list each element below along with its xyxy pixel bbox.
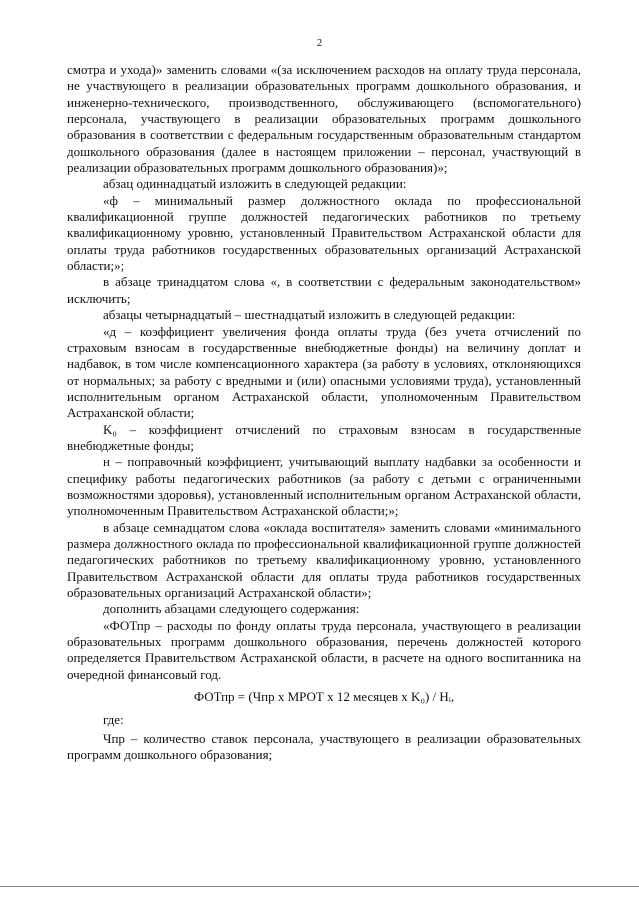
paragraph-11: «ФОТпр – расходы по фонду оплаты труда персонала, участвующего в реализации образовательных программ дошкольного образования, перечень должностей которого определяется Правительством Астраханской области, в расчете на одного воспитанника на очередной финансовый год. [67, 617, 581, 682]
paragraph-final: Чпр – количество ставок персонала, участвующего в реализации образовательных программ дошкольного образования; [67, 730, 581, 763]
paragraph-7: K₀ – коэффициент отчислений по страховым взносам в государственные внебюджетные фонды; [67, 421, 581, 453]
paragraph-10: дополнить абзацами следующего содержания: [103, 601, 360, 617]
paragraph-1: смотра и ухода)» заменить словами «(за исключением расходов на оплату труда персонала, не участвующего в реализации образовательных программ дошкольного образования, и инженерно-технического, производственного, обслуживающего (вспомогательного) персонала, участвующего в реализации образовательных программ дошкольного образования в соответствии с федеральным государственным образовательным стандартом дошкольного образования (далее в настоящем приложении – персонал, участвующий в реализации образовательных программ дошкольного образования)»; [67, 62, 581, 176]
paragraph-5: абзацы четырнадцатый – шестнадцатый изложить в следующей редакции: [103, 307, 516, 323]
paragraph-3: «ф – минимальный размер должностного оклада по профессиональной квалификационной группе должностей педагогических работников по третьему квалификационному уровню, установленный Правительством Астраханской области для оплаты труда работников государственных образовательных организаций Астраханской области;»; [67, 192, 581, 274]
paragraph-9: в абзаце семнадцатом слова «оклада воспитателя» заменить словами «минимального размера должностного оклада по профессиональной квалификационной группе должностей педагогических работников по третьему квалификационному уровню, установленного Правительством Астраханской области для оплаты труда работников государственных образовательных организаций Астраханской области»; [67, 519, 581, 600]
where-label: где: [103, 712, 124, 728]
page-number: 2 [316, 38, 323, 49]
paragraph-6: «д – коэффициент увеличения фонда оплаты труда (без учета отчислений по страховым взносам в государственные внебюджетные фонды) на величину доплат и надбавок, в том числе компенсационного характера (за работу в условиях, отклоняющихся от нормальных; за работу с вредными и (или) опасными условиями труда), установленный исполнительным органом Астраханской области, уполномоченным Правительством Астраханской области; [67, 323, 581, 421]
paragraph-8: н – поправочный коэффициент, учитывающий выплату надбавки за особенности и специфику работы педагогических работников (за работу с детьми с ограниченными возможностями здоровья), установленный исполнительным органом Астраханской области, уполномоченным Правительством Астраханской области;»; [67, 454, 581, 519]
formula: ФОТпр = (Чпр х МРОТ х 12 месяцев х K₀) / Hᵢ, [193, 689, 455, 705]
bottom-rule [0, 886, 639, 887]
paragraph-4: в абзаце тринадцатом слова «, в соответствии с федеральным законодательством» исключить; [67, 274, 581, 306]
paragraph-2: абзац одиннадцатый изложить в следующей редакции: [103, 176, 407, 192]
document-body [67, 62, 581, 763]
